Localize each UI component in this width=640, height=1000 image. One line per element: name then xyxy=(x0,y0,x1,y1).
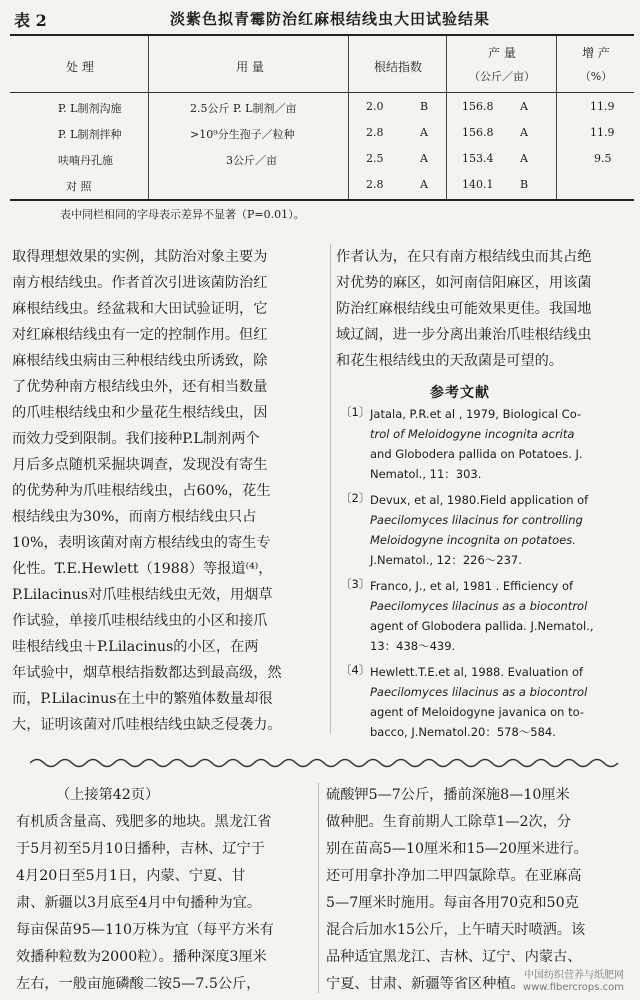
reference-line: bacco, J.Nematol.20：578～584. xyxy=(370,725,556,739)
cell-dosage: 3公斤／亩 xyxy=(226,154,277,167)
cell-index: 2.8 xyxy=(366,178,384,191)
reference-line: Nematol., 11：303. xyxy=(370,467,482,481)
body-line: 而，P.Lilacinus在土中的繁殖体数量却很 xyxy=(12,691,273,707)
body-line: 取得理想效果的实例，其防治对象主要为 xyxy=(12,249,268,265)
reference-line: Paecilomyces lilacinus for controlling xyxy=(370,513,583,527)
body-line: 别在苗高5—10厘米和15—20厘米进行。 xyxy=(326,841,588,857)
cell-increase: 9.5 xyxy=(594,152,612,165)
continuation-note: （上接第42页） xyxy=(56,787,160,803)
body-line: 大，证明该菌对爪哇根结线虫缺乏侵袭力。 xyxy=(12,717,282,733)
reference-line: Jatala, P.R.et al , 1979, Biological Co- xyxy=(370,407,582,421)
reference-line: Hewlett.T.E.et al, 1988. Evaluation of xyxy=(370,665,584,679)
cell-yield: 153.4 xyxy=(462,152,494,165)
body-line: 和花生根结线虫的天敌菌是可望的。 xyxy=(336,353,564,369)
cell-yield: 156.8 xyxy=(462,126,494,139)
table-col-divider xyxy=(556,36,557,199)
body-line: 5—7厘米时施用。每亩各用70克和50克 xyxy=(326,895,579,911)
watermark-url: www.fibercrops.com xyxy=(522,982,624,993)
body-line: 硫酸钾5—7公斤，播前深施8—10厘米 xyxy=(326,787,570,803)
cell-yield-sig: A xyxy=(520,126,528,139)
cell-index-sig: A xyxy=(420,178,428,191)
cell-yield-sig: A xyxy=(520,100,528,113)
cell-treatment: 呋喃丹孔施 xyxy=(58,154,113,167)
references-list xyxy=(340,404,636,742)
body-line: 品种适宜黑龙江、吉林、辽宁、内蒙古、 xyxy=(326,949,582,965)
body-line: 对优势的麻区，如河南信阳麻区，用该菌 xyxy=(336,275,592,291)
reference-item xyxy=(340,404,636,484)
column-gutter xyxy=(318,783,319,993)
watermark-line: 中国纺织营养与纸肥网 xyxy=(524,970,624,981)
body-line: 了优势种南方根结线虫外，还有相当数量 xyxy=(12,379,268,395)
body-line: 于5月初至5月10日播种，吉林、辽宁于 xyxy=(16,841,265,857)
table-col-divider xyxy=(148,36,149,199)
cell-treatment: P. L制剂拌种 xyxy=(58,128,122,141)
reference-line: Paecilomyces lilacinus as a biocontrol xyxy=(370,599,588,613)
cell-index: 2.0 xyxy=(366,100,384,113)
body-line: 的优势种为爪哇根结线虫，占60%，花生 xyxy=(12,483,271,499)
body-line: 混合后加水15公斤，上午晴天时喷洒。该 xyxy=(326,922,586,938)
reference-line: agent of Meloidogyne javanica on to- xyxy=(370,705,584,719)
cell-index-sig: A xyxy=(420,126,428,139)
body-line: 而效力受到限制。我们接种P.L制剂两个 xyxy=(12,431,260,447)
cell-increase: 11.9 xyxy=(590,100,615,113)
body-line: 防治红麻根结线虫可能效果更佳。我国地 xyxy=(336,301,592,317)
cell-dosage: 2.5公斤 P. L制剂／亩 xyxy=(190,102,297,115)
body-line: 宁夏、甘肃、新疆等省区种植。 xyxy=(326,976,525,992)
table-number: 表 2 xyxy=(14,11,47,30)
body-line: 作者认为，在只有南方根结线虫而其占绝 xyxy=(336,249,592,265)
body-line: 10%，表明该菌对南方根结线虫的寄生专 xyxy=(12,535,271,551)
header-root-knot-index: 根结指数 xyxy=(373,60,422,74)
body-line: 化性。T.E.Hewlett（1988）等报道⁽⁴⁾， xyxy=(12,561,273,577)
left-body-column xyxy=(12,244,322,738)
header-increase: 增 产 xyxy=(582,46,610,60)
reference-item xyxy=(340,576,636,656)
body-line: 有机质含量高、残肥多的地块。黑龙江省 xyxy=(16,814,272,830)
reference-number: 〔4〕 xyxy=(340,663,371,677)
cell-index-sig: B xyxy=(420,100,429,113)
body-line: 域辽阔，进一步分离出兼治爪哇根结线虫 xyxy=(336,327,592,343)
cell-index-sig: A xyxy=(420,152,428,165)
table-col-divider xyxy=(348,36,349,199)
reference-line: J.Nematol., 12：226～237. xyxy=(370,553,522,567)
header-dosage: 用 量 xyxy=(236,60,264,74)
reference-item xyxy=(340,490,636,570)
reference-number: 〔1〕 xyxy=(340,405,371,419)
right-body-column xyxy=(336,244,636,374)
header-increase-unit: （%） xyxy=(579,70,613,83)
body-line: 肃、新疆以3月底至4月中旬播种为宜。 xyxy=(16,895,262,911)
reference-line: Devux, et al, 1980.Field application of xyxy=(370,493,589,507)
cell-dosage: >10⁹分生孢子／粒种 xyxy=(190,128,295,141)
cell-treatment: P. L制剂沟施 xyxy=(58,102,122,115)
table-col-divider xyxy=(446,36,447,199)
body-line: 作试验，单接爪哇根结线虫的小区和接爪 xyxy=(12,613,268,629)
cell-treatment: 对 照 xyxy=(66,180,92,193)
body-line: 麻根结线虫病由三种根结线虫所诱致，除 xyxy=(12,353,268,369)
body-line: 月后多点随机采掘块调查，发现没有寄生 xyxy=(12,457,268,473)
body-line: 南方根结线虫。作者首次引进该菌防治红 xyxy=(12,275,268,291)
body-line: 每亩保苗95—110万株为宜（每平方米有 xyxy=(16,922,274,938)
header-treatment: 处 理 xyxy=(66,60,94,74)
table-top-rule xyxy=(10,34,634,36)
reference-number: 〔3〕 xyxy=(340,577,371,591)
wavy-divider xyxy=(30,756,620,770)
header-yield-unit: （公斤／亩） xyxy=(469,70,535,83)
reference-line: 13：438～439. xyxy=(370,639,456,653)
references-title: 参考文献 xyxy=(430,385,490,401)
cell-yield-sig: B xyxy=(520,178,529,191)
reference-line: Paecilomyces lilacinus as a biocontrol xyxy=(370,685,588,699)
body-line: 4月20日至5月1日，内蒙、宁夏、甘 xyxy=(16,868,246,884)
body-line: 效播种粒数为2000粒）。播种深度3厘米 xyxy=(16,949,267,965)
body-line: 还可用拿扑净加二甲四氯除草。在亚麻高 xyxy=(326,868,582,884)
cell-index: 2.8 xyxy=(366,126,384,139)
body-line: 年试验中，烟草根结指数都达到最高级，然 xyxy=(12,665,282,681)
body-line: 做种肥。生育前期人工除草1—2次，分 xyxy=(326,814,572,830)
body-line: 根结线虫为30%，而南方根结线虫只占 xyxy=(12,509,257,525)
table-bottom-rule xyxy=(10,199,634,201)
cell-increase: 11.9 xyxy=(590,126,615,139)
table-title: 淡紫色拟青霉防治红麻根结线虫大田试验结果 xyxy=(170,10,491,28)
reference-line: and Globodera pallida on Potatoes. J. xyxy=(370,447,583,461)
cell-index: 2.5 xyxy=(366,152,384,165)
cell-yield: 156.8 xyxy=(462,100,494,113)
body-line: 麻根结线虫。经盆栽和大田试验证明，它 xyxy=(12,301,268,317)
reference-line: Meloidogyne incognita on potatoes. xyxy=(370,533,576,547)
body-line: 哇根结线虫＋P.Lilacinus的小区，在两 xyxy=(12,639,259,655)
reference-line: trol of Meloidogyne incognita acrita xyxy=(370,427,575,441)
body-line: 对红麻根结线虫有一定的控制作用。但红 xyxy=(12,327,268,343)
table-header-rule xyxy=(10,92,634,93)
watermark xyxy=(523,970,624,994)
reference-item xyxy=(340,662,636,742)
column-gutter xyxy=(330,244,331,734)
body-line: P.Lilacinus对爪哇根结线虫无效，用烟草 xyxy=(12,587,273,603)
reference-line: agent of Globodera pallida. J.Nematol., xyxy=(370,619,594,633)
bottom-right-column xyxy=(326,782,636,998)
body-line: 左右，一般亩施磷酸二铵5—7.5公斤， xyxy=(16,976,261,992)
reference-line: Franco, J., et al, 1981 . Efficiency of xyxy=(370,579,574,593)
cell-yield: 140.1 xyxy=(462,178,494,191)
reference-number: 〔2〕 xyxy=(340,491,371,505)
body-line: 的爪哇根结线虫和少量花生根结线虫，因 xyxy=(12,405,268,421)
header-yield: 产 量 xyxy=(488,46,516,60)
bottom-left-column xyxy=(16,782,316,998)
cell-yield-sig: A xyxy=(520,152,528,165)
table-note: 表中同栏相同的字母表示差异不显著（P=0.01）。 xyxy=(60,208,305,221)
